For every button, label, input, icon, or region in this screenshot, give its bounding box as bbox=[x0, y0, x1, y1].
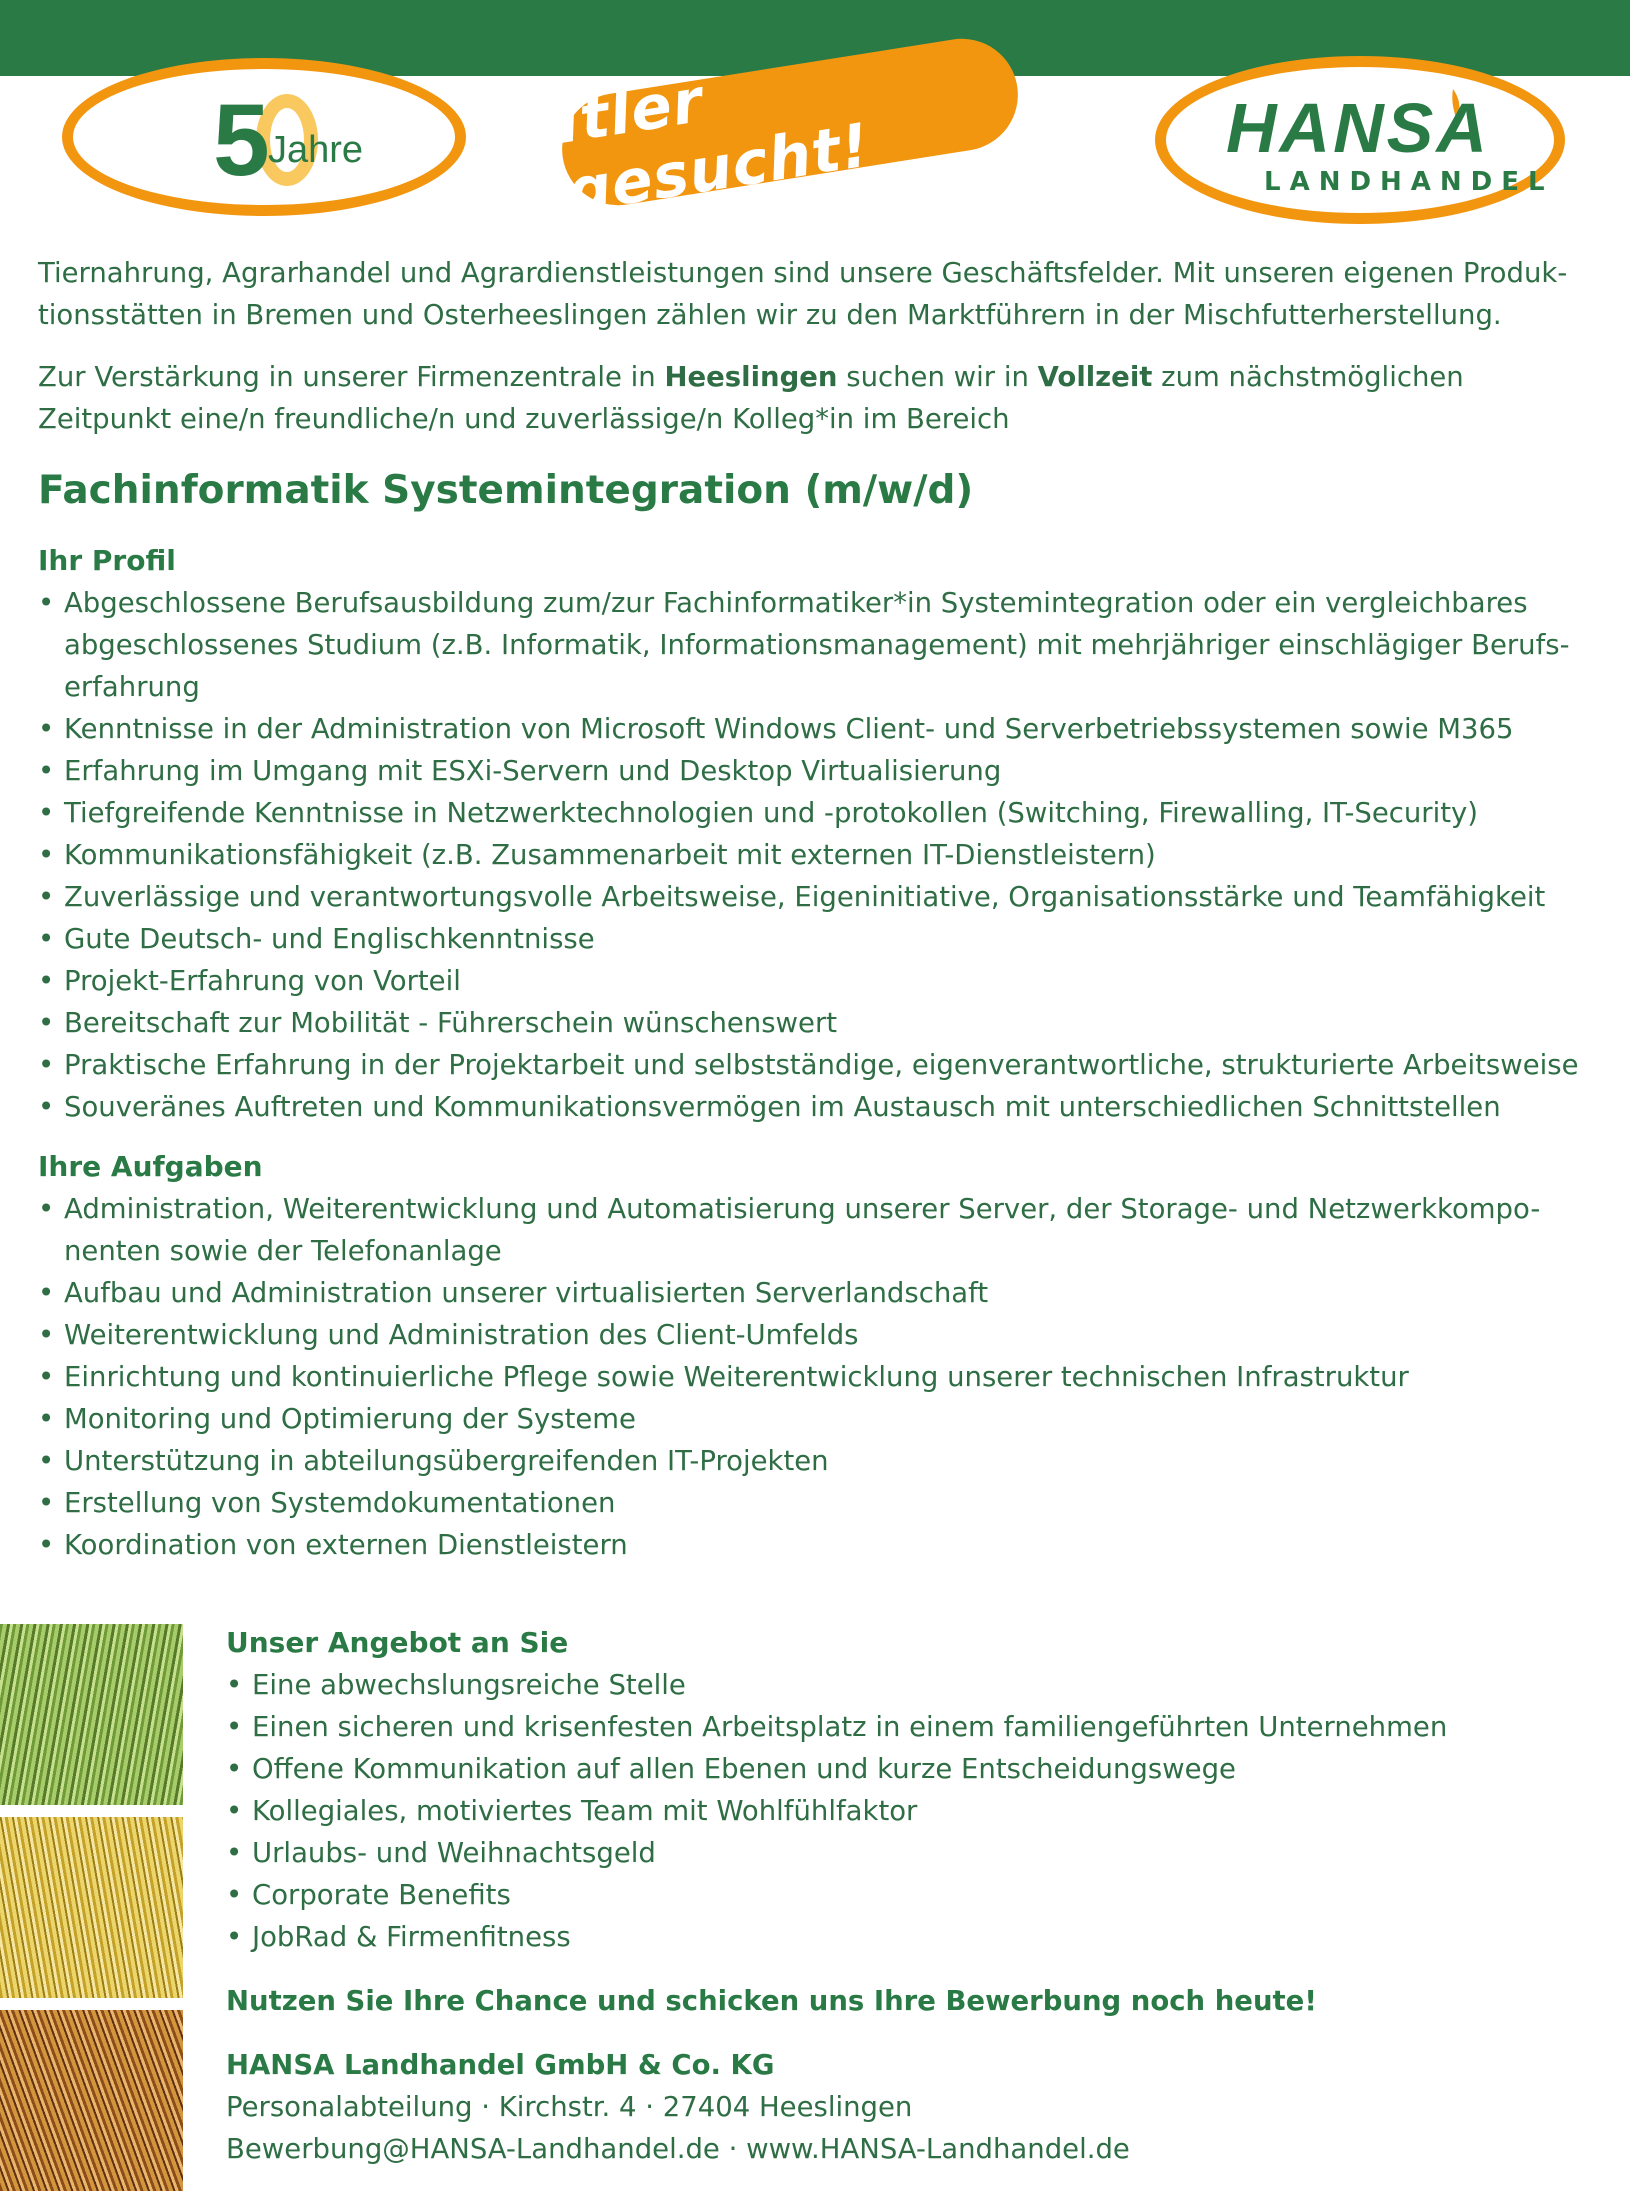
website-link[interactable]: www.HANSA-Landhandel.de bbox=[746, 2133, 1130, 2165]
logo-subtitle: LANDHANDEL bbox=[1264, 167, 1554, 197]
list-item: • Monitoring und Optimierung der Systeme bbox=[38, 1398, 1598, 1440]
anniversary-number: 5 bbox=[213, 83, 270, 197]
contact-separator: · bbox=[719, 2133, 747, 2165]
profile-heading: Ihr Profil bbox=[38, 544, 176, 577]
list-item: • Eine abwechslungsreiche Stelle bbox=[226, 1664, 1606, 1706]
list-item: • Corporate Benefits bbox=[226, 1874, 1606, 1916]
list-item: • Souveränes Auftreten und Kommunikationsvermögen im Austausch mit unterschiedlichen Schnittstellen bbox=[38, 1086, 1598, 1128]
list-item: • Erfahrung im Umgang mit ESXi-Servern und Desktop Virtualisierung bbox=[38, 750, 1598, 792]
list-item: • Kenntnisse in der Administration von Microsoft Windows Client- und Serverbetriebssystemen sowie M365 bbox=[38, 708, 1598, 750]
offer-heading: Unser Angebot an Sie bbox=[226, 1626, 569, 1659]
intro-employment-type: Vollzeit bbox=[1037, 361, 1153, 393]
list-item: • Erstellung von Systemdokumentationen bbox=[38, 1482, 1598, 1524]
list-item: • Unterstützung in abteilungsübergreifenden IT-Projekten bbox=[38, 1440, 1598, 1482]
list-item: • Einen sicheren und krisenfesten Arbeitsplatz in einem familiengeführten Unternehmen bbox=[226, 1706, 1606, 1748]
intro-paragraph-1 bbox=[38, 252, 1598, 336]
contact-line bbox=[226, 2128, 1606, 2170]
company-logo bbox=[1155, 56, 1565, 224]
list-item: • Bereitschaft zur Mobilität - Führerschein wünschenswert bbox=[38, 1002, 1598, 1044]
list-item: • Abgeschlossene Berufsausbildung zum/zur Fachinformatiker*in Systemintegration oder ein vergleichbares abgeschlossenes Studium (z.B. Informatik, Informationsmanagement) mit mehrjähriger einschlägiger Berufs-erfahrung bbox=[38, 582, 1598, 708]
profile-list bbox=[38, 582, 1598, 1128]
list-item: • Gute Deutsch- und Englischkenntnisse bbox=[38, 918, 1598, 960]
call-to-action: Nutzen Sie Ihre Chance und schicken uns Ihre Bewerbung noch heute! bbox=[226, 1985, 1317, 2017]
yellow-barley-photo bbox=[0, 1817, 183, 1998]
headline-banner bbox=[551, 31, 1026, 228]
tasks-heading: Ihre Aufgaben bbox=[38, 1150, 263, 1183]
list-item: • Kollegiales, motiviertes Team mit Wohlfühlfaktor bbox=[226, 1790, 1606, 1832]
anniversary-badge bbox=[62, 58, 466, 216]
anniversary-word: Jahre bbox=[268, 129, 364, 171]
address-line: Personalabteilung · Kirchstr. 4 · 27404 Heeslingen bbox=[226, 2091, 913, 2123]
offer-list bbox=[226, 1664, 1606, 1958]
list-item: • Aufbau und Administration unserer virtualisierten Serverlandschaft bbox=[38, 1272, 1598, 1314]
header bbox=[0, 0, 1630, 240]
list-item: • Praktische Erfahrung in der Projektarbeit und selbstständige, eigenverantwortliche, strukturierte Arbeitsweise bbox=[38, 1044, 1598, 1086]
list-item: • Tiefgreifende Kenntnisse in Netzwerktechnologien und -protokollen (Switching, Firewalling, IT-Security) bbox=[38, 792, 1598, 834]
list-item: • Projekt-Erfahrung von Vorteil bbox=[38, 960, 1598, 1002]
intro-p1-line1: Tiernahrung, Agrarhandel und Agrardienstleistungen sind unsere Geschäftsfelder. Mit unseren eigenen Produk- bbox=[38, 257, 1568, 289]
intro-p2-a: Zur Verstärkung in unserer Firmenzentrale in bbox=[38, 361, 665, 393]
offer-section bbox=[226, 1622, 1606, 2170]
email-link[interactable]: Bewerbung@HANSA-Landhandel.de bbox=[226, 2133, 720, 2165]
ripe-wheat-photo bbox=[0, 2010, 183, 2191]
main-content bbox=[38, 252, 1598, 1584]
list-item: • Offene Kommunikation auf allen Ebenen und kurze Entscheidungswege bbox=[226, 1748, 1606, 1790]
list-item: • Koordination von externen Dienstleistern bbox=[38, 1524, 1598, 1566]
list-item: • Urlaubs- und Weihnachtsgeld bbox=[226, 1832, 1606, 1874]
photo-strip bbox=[0, 1624, 183, 2203]
intro-location: Heeslingen bbox=[664, 361, 838, 393]
logo-name: HANSA bbox=[1226, 89, 1490, 167]
list-item: • Kommunikationsfähigkeit (z.B. Zusammenarbeit mit externen IT-Dienstleistern) bbox=[38, 834, 1598, 876]
list-item: • JobRad & Firmenfitness bbox=[226, 1916, 1606, 1958]
list-item: • Weiterentwicklung und Administration des Client-Umfelds bbox=[38, 1314, 1598, 1356]
intro-paragraph-2 bbox=[38, 356, 1598, 440]
tasks-list bbox=[38, 1188, 1598, 1566]
list-item: • Einrichtung und kontinuierliche Pflege sowie Weiterentwicklung unserer technischen Infrastruktur bbox=[38, 1356, 1598, 1398]
list-item: • Zuverlässige und verantwortungsvolle Arbeitsweise, Eigeninitiative, Organisationsstärke und Teamfähigkeit bbox=[38, 876, 1598, 918]
green-grain-photo bbox=[0, 1624, 183, 1805]
intro-p2-line2: Zeitpunkt eine/n freundliche/n und zuverlässige/n Kolleg*in im Bereich bbox=[38, 403, 1010, 435]
intro-p2-b: suchen wir in bbox=[837, 361, 1038, 393]
intro bbox=[38, 252, 1598, 440]
list-item: • Administration, Weiterentwicklung und Automatisierung unserer Server, der Storage- und Netzwerkkompo-nenten sowie der Telefonanlage bbox=[38, 1188, 1598, 1272]
intro-p2-c: zum nächstmöglichen bbox=[1152, 361, 1464, 393]
company-name: HANSA Landhandel GmbH & Co. KG bbox=[226, 2049, 775, 2081]
intro-p1-line2: tionsstätten in Bremen und Osterheeslingen zählen wir zu den Marktführern in der Mischfutterherstellung. bbox=[38, 299, 1502, 331]
headline-text: Itler gesucht! bbox=[551, 65, 875, 228]
job-title: Fachinformatik Systemintegration (m/w/d) bbox=[38, 468, 974, 513]
